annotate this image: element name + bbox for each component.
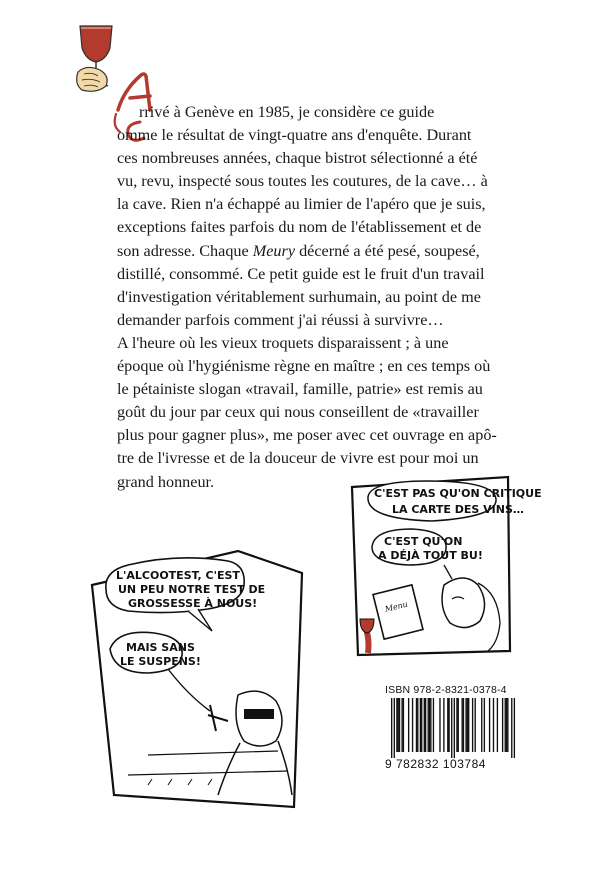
- barcode-bar: [447, 698, 448, 752]
- barcode-bar: [506, 698, 507, 752]
- barcode-bar: [493, 698, 494, 752]
- text-line: ces nombreuses années, chaque bistrot sélectionné a été: [117, 149, 478, 168]
- barcode-bar: [507, 698, 508, 752]
- barcode-bar: [461, 698, 462, 752]
- cartoon-wine-list: [348, 473, 542, 658]
- barcode-bar: [481, 698, 482, 752]
- barcode-bar: [467, 698, 468, 752]
- barcode-bar: [421, 698, 422, 752]
- barcode-bar: [425, 698, 426, 752]
- bubble-line: LA CARTE DES VINS…: [392, 503, 524, 516]
- bubble-line: GROSSESSE À NOUS!: [128, 597, 258, 610]
- barcode-bar: [403, 698, 404, 752]
- preface-text: [117, 101, 546, 494]
- text-line: distillé, consommé. Ce petit guide est le fruit d'un travail: [117, 264, 485, 283]
- barcode-bar: [391, 698, 392, 758]
- bubble-line: C'EST QU'ON: [384, 535, 463, 548]
- barcode-bar: [443, 698, 444, 752]
- bubble-line: A DÉJÀ TOUT BU!: [378, 549, 483, 562]
- barcode-bar: [399, 698, 400, 752]
- barcode-bar: [468, 698, 469, 752]
- barcode-bar: [451, 698, 452, 758]
- barcode-bars: [391, 698, 515, 758]
- text-line: omme le résultat de vingt-quatre ans d'enquête. Durant: [117, 126, 472, 145]
- meury-emphasis: Meury: [252, 241, 296, 260]
- bubble-line: MAIS SANS: [126, 641, 195, 654]
- isbn-barcode: [385, 684, 517, 774]
- barcode-bar: [497, 698, 498, 752]
- barcode-bar: [433, 698, 434, 752]
- barcode-bar: [456, 698, 457, 752]
- paragraph-2: [117, 332, 546, 494]
- barcode-bar: [420, 698, 421, 752]
- barcode-bar: [396, 698, 397, 752]
- text-line: grand honneur.: [117, 472, 215, 491]
- barcode-bar: [429, 698, 430, 752]
- text-line: décerné a été pesé, soupesé,: [295, 241, 480, 260]
- text-line: demander parfois comment j'ai réussi à survivre…: [117, 310, 444, 329]
- barcode-bar: [401, 698, 402, 752]
- barcode-bar: [472, 698, 473, 752]
- barcode-bar: [511, 698, 512, 758]
- cartoon-alcootest: [88, 545, 308, 810]
- text-line: la cave. Rien n'a échappé au limier de l'apéro que je suis,: [117, 195, 486, 214]
- text-line: plus pour gagner plus», me poser avec cet ouvrage en apô-: [117, 426, 497, 445]
- text-line: goût du jour par ceux qui nous conseillent de «travailler: [117, 403, 479, 422]
- barcode-bar: [458, 698, 459, 752]
- text-line: vu, revu, inspecté sous toutes les coutures, de la cave… à: [117, 172, 488, 191]
- text-line: A l'heure où les vieux troquets disparaissent ; à une: [117, 333, 449, 352]
- text-line: exceptions faites parfois du nom de l'établissement et de: [117, 218, 482, 237]
- barcode-bar: [412, 698, 413, 752]
- barcode-bar: [475, 698, 476, 752]
- barcode-digits: 9 782832 103784: [385, 757, 486, 771]
- barcode-bar: [439, 698, 440, 752]
- barcode-bar: [424, 698, 425, 752]
- bubble-line: UN PEU NOTRE TEST DE: [118, 583, 266, 596]
- text-line: rrivé à Genève en 1985, je considère ce guide: [139, 103, 435, 121]
- barcode-bar: [408, 698, 409, 752]
- bubble-line: LE SUSPENS!: [120, 655, 201, 668]
- text-line: époque où l'hygiénisme règne en maître ; en ces temps où: [117, 357, 491, 376]
- barcode-bar: [428, 698, 429, 752]
- barcode-bar: [489, 698, 490, 752]
- barcode-bar: [398, 698, 399, 752]
- paragraph-1: [117, 101, 546, 332]
- text-line: son adresse. Chaque: [117, 241, 253, 260]
- barcode-bar: [484, 698, 485, 752]
- barcode-bar: [394, 698, 395, 758]
- barcode-bar: [514, 698, 515, 758]
- barcode-bar: [505, 698, 506, 752]
- menu-label: Menu: [383, 599, 409, 614]
- barcode-bar: [430, 698, 431, 752]
- text-line: tre de l'ivresse et de la douceur de vivre est pour moi un: [117, 449, 479, 468]
- text-line: d'investigation véritablement surhumain, au point de me: [117, 287, 481, 306]
- isbn-label: ISBN 978-2-8321-0378-4: [385, 684, 507, 696]
- barcode-bar: [416, 698, 417, 752]
- barcode-bar: [448, 698, 449, 752]
- bubble-line: C'EST PAS QU'ON CRITIQUE: [374, 487, 542, 500]
- barcode-bar: [463, 698, 464, 752]
- barcode-bar: [454, 698, 455, 758]
- barcode-bar: [417, 698, 418, 752]
- barcode-bar: [502, 698, 503, 752]
- text-line: le pétainiste slogan «travail, famille, patrie» est remis au: [117, 380, 483, 399]
- bubble-line: L'ALCOOTEST, C'EST: [116, 569, 240, 582]
- barcode-bar: [465, 698, 466, 752]
